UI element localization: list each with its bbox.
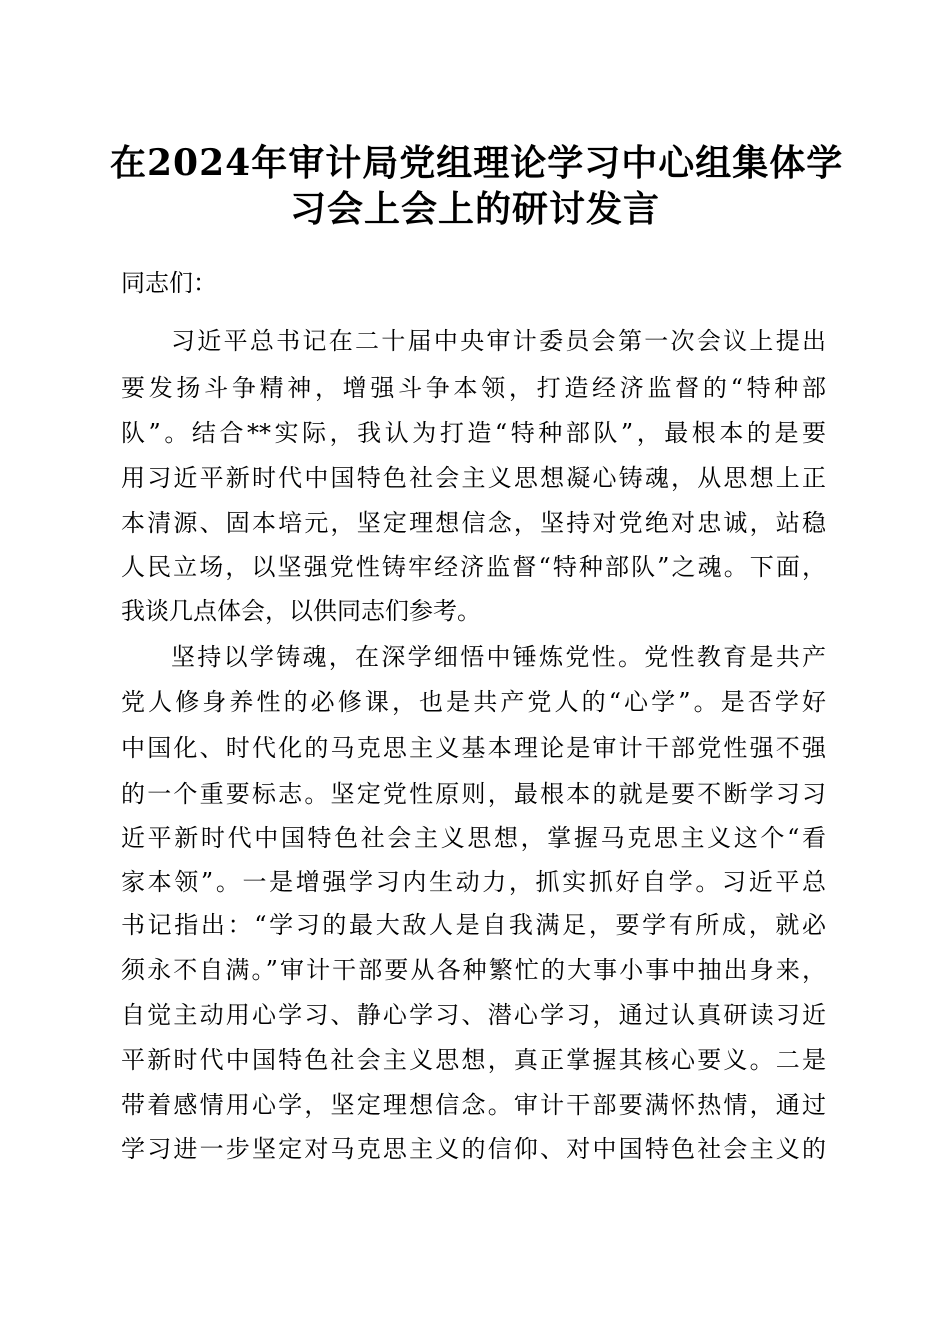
paragraph-1-line: 习近平总书记在二十届中央审计委员会第一次会议上提出 [171, 327, 826, 355]
paragraph-2-line: 书记指出：“学习的最大敌人是自我满足，要学有所成，就必 [121, 911, 826, 939]
paragraph-2-line: 党人修身养性的必修课，也是共产党人的“心学”。是否学好 [121, 688, 826, 716]
paragraph-2-line: 中国化、时代化的马克思主义基本理论是审计干部党性强不强 [121, 734, 826, 762]
paragraph-2-line: 须永不自满。”审计干部要从各种繁忙的大事小事中抽出身来， [121, 956, 826, 984]
paragraph-1-line: 要发扬斗争精神，增强斗争本领，打造经济监督的“特种部 [121, 374, 826, 402]
document-title [110, 140, 844, 232]
paragraph-2-line: 坚持以学铸魂，在深学细悟中锤炼党性。党性教育是共产 [171, 643, 826, 671]
salutation: 同志们： [121, 269, 217, 297]
paragraph-2-line: 自觉主动用心学习、静心学习、潜心学习，通过认真研读习近 [121, 1001, 826, 1029]
paragraph-2-line: 的一个重要标志。坚定党性原则，最根本的就是要不断学习习 [121, 780, 826, 808]
paragraph-2-line: 学习进一步坚定对马克思主义的信仰、对中国特色社会主义的 [121, 1135, 826, 1163]
paragraph-1-line: 人民立场，以坚强党性铸牢经济监督“特种部队”之魂。下面， [121, 553, 826, 581]
paragraph-1-line: 本清源、固本培元，坚定理想信念，坚持对党绝对忠诚，站稳 [121, 509, 826, 537]
title-line-2: 习会上会上的研讨发言 [289, 188, 660, 230]
paragraph-2-line: 平新时代中国特色社会主义思想，真正掌握其核心要义。二是 [121, 1046, 826, 1074]
paragraph-2-line: 近平新时代中国特色社会主义思想，掌握马克思主义这个“看 [121, 824, 826, 852]
paragraph-2-line: 家本领”。一是增强学习内生动力，抓实抓好自学。习近平总 [121, 868, 826, 896]
paragraph-1-line: 队”。结合**实际，我认为打造“特种部队”，最根本的是要 [121, 419, 826, 447]
paragraph-1-line: 我谈几点体会，以供同志们参考。 [121, 597, 481, 625]
title-line-1: 在2024年审计局党组理论学习中心组集体学 [110, 142, 844, 184]
paragraph-1-line: 用习近平新时代中国特色社会主义思想凝心铸魂，从思想上正 [121, 464, 826, 492]
paragraph-2-line: 带着感情用心学，坚定理想信念。审计干部要满怀热情，通过 [121, 1091, 826, 1119]
